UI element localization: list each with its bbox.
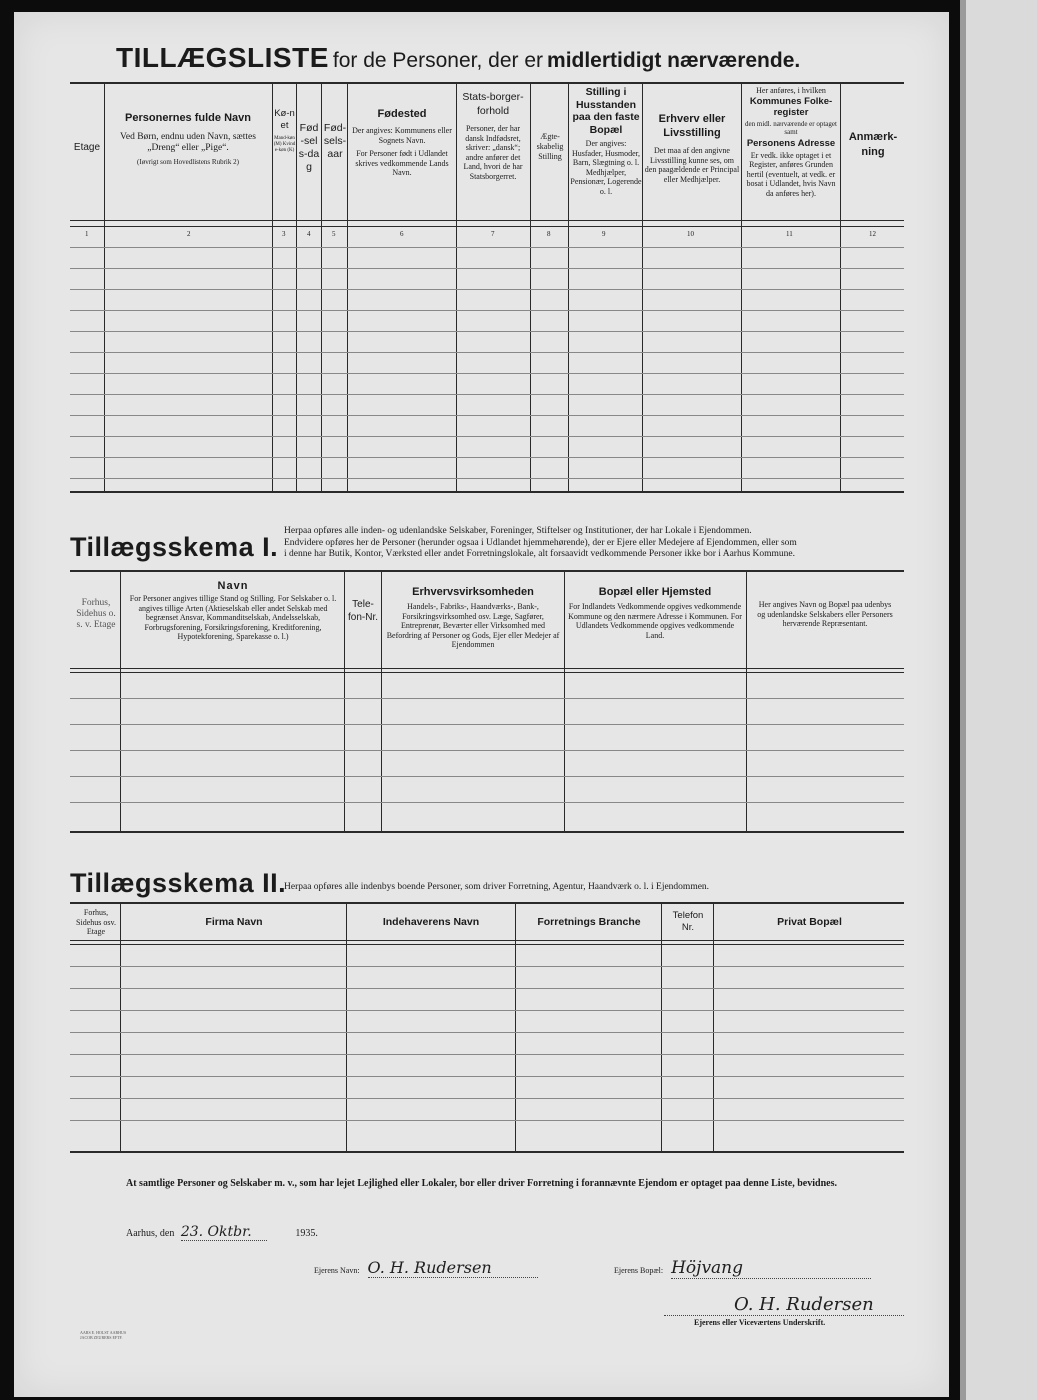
col-birthday-label: Fød-sels-dag [298, 122, 320, 173]
col-birthplace-note2: For Personer født i Udlandet skrives vedkommende Lands Navn. [355, 149, 449, 177]
skema1-col-residence-label: Bopæl eller Hjemsted [598, 586, 712, 598]
col-citizenship-header2 [458, 90, 528, 181]
col-register-header [743, 86, 839, 198]
col-birthyear-label: Fød-sels-aar [323, 122, 347, 160]
col-citizenship-note: Personer, der har dansk Indfødsret, skriver: „dansk“; andre anfører det Land, hvori de har Statsborgerret. [463, 124, 523, 181]
skema2-title: Tillægsskema II. [70, 868, 287, 898]
skema1-title: Tillægsskema I. [70, 532, 279, 562]
col-birthplace-label: Fødested [377, 108, 427, 120]
date-line [126, 1224, 526, 1241]
col-occupation-header [644, 112, 740, 184]
owner-name-handwritten: O. H. Rudersen [368, 1258, 538, 1278]
col-birthplace-note: Der angives: Kommunens eller Sognets Navn. [352, 126, 452, 145]
col-sex-label: Kø-net [274, 108, 295, 131]
printer-imprint: AARS E. HOLST AARHUS JACOB ZEURERS EFTF. [80, 1330, 127, 1340]
col-household-label: Stilling i Husstanden paa den faste Bopæl [572, 86, 640, 136]
title-part1: for de Personer, der er [332, 49, 544, 72]
skema1-col-phone: Tele-fon-Nr. [348, 599, 379, 623]
skema1-col-residence-note: For Indlandets Vedkommende opgives vedkommende Kommune og den nærmere Adresse i Kommunen. For Udlandets Vedkommende opgives vedkommende Land. [568, 602, 742, 640]
main-table [70, 82, 904, 492]
col-num-12: 12 [869, 230, 876, 238]
col-sex-note: Mand-køn (M) Kvinde-køn (K) [273, 136, 296, 153]
title-part2: midlertidigt nærværende. [547, 49, 801, 72]
col-name-header [106, 112, 270, 166]
col-birthyear-header [323, 122, 347, 161]
col-num-10: 10 [687, 230, 694, 238]
skema1-col-floor: Forhus, Sidehus o. s. v. Etage [76, 598, 116, 630]
col-num-11: 11 [786, 230, 793, 238]
col-etage-label: Etage [73, 142, 101, 153]
col-etage-header [70, 142, 104, 153]
skema1-col-business-note: Handels-, Fabriks-, Haandværks-, Bank-, Forsikringsvirksomhed osv. Læge, Sagfører, Entreprenør, Beværter eller Virksomhed med Befordring af Personer og Gods, Ejer eller Medejer af Ejendommen [386, 602, 560, 649]
skema1-desc-line3: i denne har Butik, Kontor, Værksted eller andet Forretningslokale, alt forsaavidt vedkommende Personer ikke bor i Aarhus Kommune. [284, 549, 796, 559]
skema1-col-business [386, 586, 560, 650]
skema2-col-firm: Firma Navn [205, 916, 263, 928]
col-birthplace-header [352, 108, 452, 178]
col-num-1: 1 [85, 230, 89, 238]
col-marital-header [532, 132, 568, 162]
place-label: Aarhus, den [126, 1228, 175, 1239]
col-register-label: Kommunes Folke-register [749, 95, 833, 118]
skema1-col-residence [568, 586, 742, 640]
col-name-note2: (Iøvrigt som Hovedlistens Rubrik 2) [137, 158, 239, 166]
skema1-col-business-label: Erhvervsvirksomheden [412, 586, 534, 598]
skema2-col-address: Privat Bopæl [777, 916, 842, 928]
page-title [116, 42, 936, 74]
year-text: 1935. [295, 1228, 318, 1239]
skema2-col-floor: Forhus, Sidehus osv. Etage [76, 908, 116, 936]
col-register-note: den midl. nærværende er optaget samt [745, 119, 837, 136]
skema2-description: Herpaa opføres alle indenbys boende Personer, som driver Forretning, Agentur, Haandværk o. l. i Ejendommen. [284, 882, 710, 892]
col-sex-header [273, 108, 296, 154]
skema2-col-phone: Telefon Nr. [672, 910, 704, 933]
col-register-pre: Her anføres, i hvilken [756, 86, 826, 95]
col-register-label2: Personens Adresse [746, 137, 836, 149]
date-handwritten: 23. Oktbr. [181, 1224, 267, 1241]
col-citizenship-label: Stats-borger-forhold [462, 91, 524, 117]
signature-line [664, 1315, 904, 1316]
col-num-7: 7 [491, 230, 495, 238]
col-household-note: Der angives: Husfader, Husmoder, Barn, Slægtning o. l. Medhjælper, Pensionær, Logerende o. l. [570, 139, 642, 196]
title-main: TILLÆGSLISTE [116, 42, 329, 73]
owner-address-handwritten: Höjvang [671, 1258, 871, 1279]
col-name-note: Ved Børn, endnu uden Navn, sættes „Dreng“ eller „Pige“. [120, 132, 256, 153]
skema1-desc-line1: Herpaa opføres alle inden- og udenlandske Selskaber, Foreninger, Stiftelser og Institutioner, der har Lokale i Ejendommen. [284, 526, 752, 536]
owner-address-row [614, 1258, 904, 1279]
form-page [14, 12, 949, 1397]
col-household-header [570, 86, 642, 196]
skema2-table [70, 902, 904, 1152]
col-num-5: 5 [332, 230, 336, 238]
col-num-9: 9 [602, 230, 606, 238]
col-num-6: 6 [400, 230, 404, 238]
owner-name-label: Ejerens Navn: [314, 1266, 360, 1275]
col-register-note2: Er vedk. ikke optaget i et Register, anføres Grunden hertil (eventuelt, at vedk. er bosat i Udlandet, hvis Navn da anføres her). [746, 150, 836, 198]
col-num-4: 4 [307, 230, 311, 238]
skema2-col-owner: Indehaverens Navn [382, 916, 480, 928]
adjacent-page [960, 0, 1037, 1400]
owner-address-label: Ejerens Bopæl: [614, 1266, 664, 1275]
col-num-2: 2 [187, 230, 191, 238]
owner-name-row [314, 1258, 574, 1278]
skema2-col-branch: Forretnings Branche [537, 916, 641, 928]
skema1-desc-line2: Endvidere opføres her de Personer (herunder ogsaa i Udlandet hjemmehørende), der er Ejere eller Medejere af Ejendommen, eller som [284, 537, 797, 548]
skema1-table [70, 570, 904, 832]
skema1-col-name-note: For Personer angives tillige Stand og Stilling. For Selskaber o. l. angives tillige Arten (Aktieselskab eller andet Selskab med begrænset Ansvar, Kommanditselskab, Andelsselskab, Forbrugsforening, Forsikringsforening, Kreditforening, Hypotekforening, Sparekasse o. l.) [129, 594, 337, 641]
col-num-3: 3 [282, 230, 286, 238]
skema1-col-representative: Her angives Navn og Bopæl paa udenbys og udenlandske Selskabers eller Personers herværende Repræsentant. [757, 600, 893, 628]
certification-text: At samtlige Personer og Selskaber m. v., som har lejet Lejlighed eller Lokaler, bor eller driver Forretning i forannævnte Ejendom er optaget paa denne Liste, bevidnes. [126, 1178, 837, 1189]
col-name-label: Personernes fulde Navn [125, 112, 251, 124]
skema1-col-name [126, 580, 340, 642]
col-num-8: 8 [547, 230, 551, 238]
col-remark-header [842, 130, 904, 160]
signature-handwritten: O. H. Rudersen [734, 1294, 874, 1315]
col-birthday-header [298, 122, 320, 174]
col-occupation-label: Erhverv eller Livsstilling [658, 113, 726, 139]
col-occupation-note: Det maa af den angivne Livsstilling kunne ses, om den paagældende er Principal eller Medhjælper. [644, 146, 740, 184]
skema1-col-name-label: Navn [217, 580, 249, 592]
col-remark-label: Anmærk-ning [848, 131, 898, 158]
col-marital-label: Ægte-skabelig Stilling [536, 132, 564, 161]
skema1-description [284, 526, 914, 561]
signature-label: Ejerens eller Viceværtens Underskrift. [694, 1318, 826, 1327]
